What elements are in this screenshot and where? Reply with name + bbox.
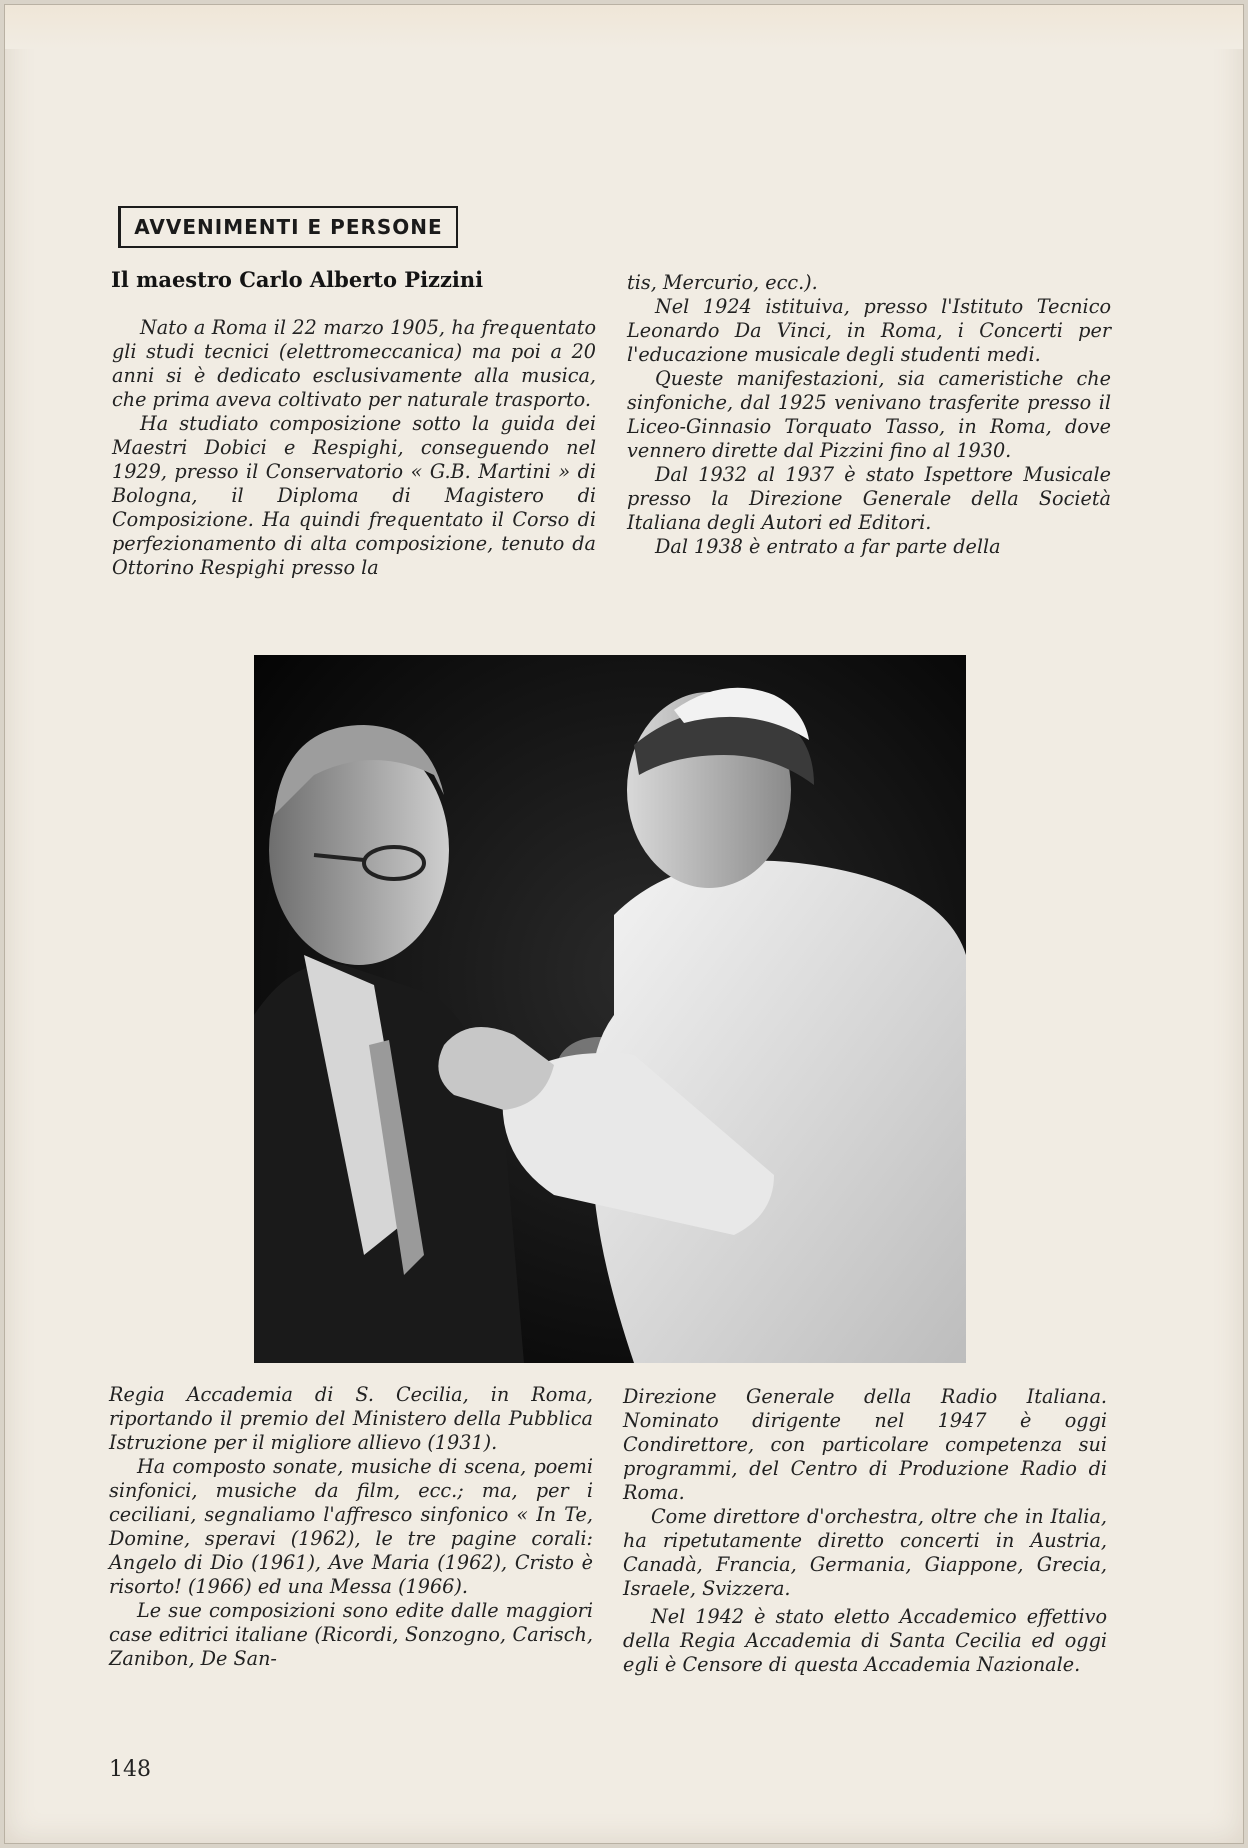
- paragraph: Ha studiato composizione sotto la guida dei Maestri Dobici e Respighi, conseguendo nel 1929, presso il Conservatorio « G.B. Martini » di Bologna, il Diploma di Magistero di Composizione. Ha quindi frequentato il Corso di perfezionamento di alta composizione, tenuto da Ottorino Respighi presso la: [112, 412, 596, 579]
- paragraph: Come direttore d'orchestra, oltre che in Italia, ha ripetutamente diretto concerti in Austria, Canadà, Francia, Germania, Giappone, Grecia, Israele, Svizzera.: [623, 1505, 1107, 1600]
- paragraph: Le sue composizioni sono edite dalle maggiori case editrici italiane (Ricordi, Sonzogno, Carisch, Zanibon, De San-: [109, 1599, 593, 1670]
- column-bottom-right: [623, 1385, 1107, 1677]
- paragraph: Nel 1924 istituiva, presso l'Istituto Tecnico Leonardo Da Vinci, in Roma, i Concerti per l'educazione musicale degli studenti medi.: [627, 295, 1111, 366]
- column-top-left: [112, 316, 596, 580]
- paragraph: Direzione Generale della Radio Italiana. Nominato dirigente nel 1947 è oggi Condirettore, con particolare competenza sui programmi, del Centro di Produzione Radio di Roma.: [623, 1385, 1107, 1504]
- page-number: 148: [109, 1757, 151, 1782]
- paragraph: Dal 1938 è entrato a far parte della: [655, 535, 1001, 558]
- article-title: Il maestro Carlo Alberto Pizzini: [111, 267, 484, 292]
- paragraph: tis, Mercurio, ecc.).: [627, 271, 818, 294]
- paragraph: Nel 1942 è stato eletto Accademico effettivo della Regia Accademia di Santa Cecilia ed oggi egli è Censore di questa Accademia Nazionale.: [623, 1605, 1107, 1676]
- section-header: AVVENIMENTI E PERSONE: [118, 206, 458, 248]
- magazine-page: [4, 4, 1244, 1844]
- photograph-illustration: [254, 655, 966, 1363]
- paragraph: Nato a Roma il 22 marzo 1905, ha frequentato gli studi tecnici (elettromeccanica) ma poi a 20 anni si è dedicato esclusivamente alla musica, che prima aveva coltivato per naturale trasporto.: [112, 316, 596, 411]
- column-top-right: [627, 271, 1111, 559]
- paragraph: Queste manifestazioni, sia cameristiche che sinfoniche, dal 1925 venivano trasferite presso il Liceo-Ginnasio Torquato Tasso, in Roma, dove vennero dirette dal Pizzini fino al 1930.: [627, 367, 1111, 462]
- paragraph: Ha composto sonate, musiche di scena, poemi sinfonici, musiche da film, ecc.; ma, per i ceciliani, segnaliamo l'affresco sinfonico « In Te, Domine, speravi (1962), le tre pagine corali: Angelo di Dio (1961), Ave Maria (1962), Cristo è risorto! (1966) ed una Messa (1966).: [109, 1455, 593, 1598]
- column-bottom-left: [109, 1383, 593, 1671]
- paragraph: Regia Accademia di S. Cecilia, in Roma, riportando il premio del Ministero della Pubblica Istruzione per il migliore allievo (1931).: [109, 1383, 593, 1454]
- page-edge: [5, 5, 1243, 49]
- paragraph: Dal 1932 al 1937 è stato Ispettore Musicale presso la Direzione Generale della Società Italiana degli Autori ed Editori.: [627, 463, 1111, 534]
- photograph: [254, 655, 966, 1363]
